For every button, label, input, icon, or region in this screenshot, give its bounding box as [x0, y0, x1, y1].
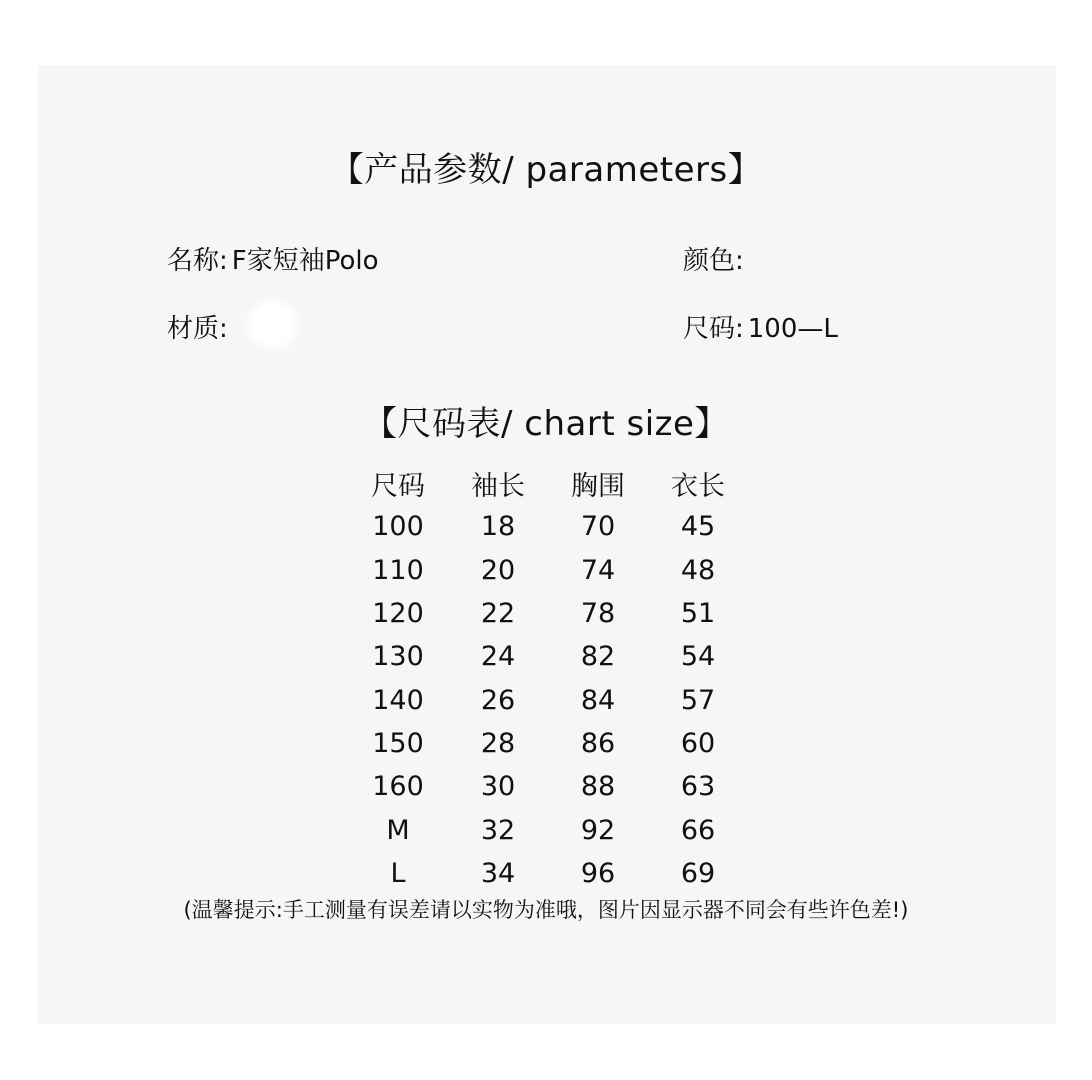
- cell-body-length: 60: [680, 727, 716, 759]
- size-chart-table: [348, 462, 748, 895]
- table-row: [348, 505, 748, 548]
- cell-body-length: 57: [680, 684, 716, 716]
- cell-chest: 86: [580, 727, 616, 759]
- table-row: [348, 852, 748, 895]
- table-row: [348, 635, 748, 678]
- cell-sleeve-length: 34: [480, 857, 516, 889]
- cell-size: 100: [372, 511, 424, 543]
- product-name-label: 名称:: [167, 246, 228, 276]
- cell-body-length: 63: [680, 771, 716, 803]
- product-name-field: [167, 240, 379, 277]
- cell-chest: 74: [580, 554, 616, 586]
- cell-sleeve-length: 32: [480, 814, 516, 846]
- parameters-title: 【产品参数/ parameters】: [329, 150, 763, 190]
- light-spot-decoration: [244, 296, 302, 354]
- table-row: [348, 765, 748, 808]
- cell-chest: 70: [580, 511, 616, 543]
- size-range-label: 尺码:: [683, 314, 744, 344]
- cell-sleeve-length: 28: [480, 727, 516, 759]
- cell-body-length: 66: [680, 814, 716, 846]
- header-sleeve-length: 袖长: [471, 471, 525, 503]
- cell-chest: 92: [580, 814, 616, 846]
- cell-chest: 88: [580, 771, 616, 803]
- size-range-field: [683, 308, 838, 345]
- header-chest: 胸围: [571, 471, 625, 503]
- cell-chest: 96: [580, 857, 616, 889]
- cell-sleeve-length: 18: [480, 511, 516, 543]
- color-label: 颜色:: [683, 246, 744, 276]
- cell-size: M: [386, 814, 410, 846]
- cell-sleeve-length: 26: [480, 684, 516, 716]
- cell-body-length: 54: [680, 641, 716, 673]
- table-row: [348, 592, 748, 635]
- cell-size: 150: [372, 727, 424, 759]
- measurement-note: (温馨提示:手工测量有误差请以实物为准哦，图片因显示器不同会有些许色差!): [183, 898, 909, 922]
- cell-size: 110: [372, 554, 424, 586]
- size-chart-body: [348, 505, 748, 895]
- table-row: [348, 808, 748, 851]
- cell-size: 130: [372, 641, 424, 673]
- cell-body-length: 48: [680, 554, 716, 586]
- material-field: [167, 308, 232, 345]
- cell-body-length: 51: [680, 598, 716, 630]
- cell-chest: 82: [580, 641, 616, 673]
- header-size: 尺码: [371, 471, 425, 503]
- cell-chest: 78: [580, 598, 616, 630]
- cell-sleeve-length: 30: [480, 771, 516, 803]
- table-row: [348, 549, 748, 592]
- cell-size: L: [390, 857, 406, 889]
- product-name-value: F家短袖Polo: [231, 246, 379, 276]
- cell-size: 140: [372, 684, 424, 716]
- cell-chest: 84: [580, 684, 616, 716]
- table-row: [348, 722, 748, 765]
- material-label: 材质:: [167, 314, 228, 344]
- size-chart-header-row: [348, 462, 748, 505]
- cell-sleeve-length: 24: [480, 641, 516, 673]
- size-chart-title: 【尺码表/ chart size】: [363, 404, 729, 444]
- cell-sleeve-length: 20: [480, 554, 516, 586]
- header-body-length: 衣长: [671, 471, 725, 503]
- size-range-value: 100—L: [747, 314, 838, 344]
- cell-size: 120: [372, 598, 424, 630]
- cell-size: 160: [372, 771, 424, 803]
- cell-body-length: 45: [680, 511, 716, 543]
- table-row: [348, 678, 748, 721]
- cell-body-length: 69: [680, 857, 716, 889]
- color-field: [683, 240, 748, 277]
- cell-sleeve-length: 22: [480, 598, 516, 630]
